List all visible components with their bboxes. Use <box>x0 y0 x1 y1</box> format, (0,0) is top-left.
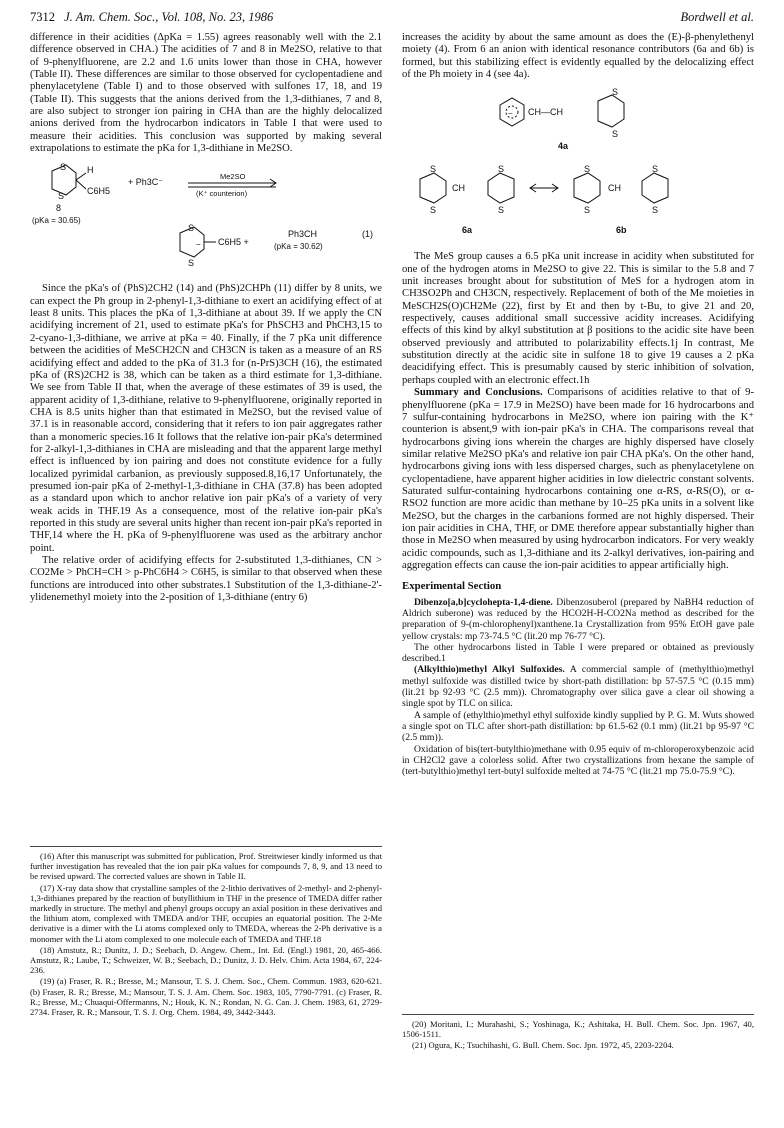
pka-compound-8: (pKa = 30.65) <box>32 216 81 226</box>
dithiane-ring-6b-right <box>642 173 668 203</box>
label-counterion: (K⁺ counterion) <box>196 189 248 199</box>
footnote-17: (17) X-ray data show that crystalline samples of the 2-lithio derivatives of 2-methyl- and 2-phenyl-1,3-dithianes prepared by the reaction of butyllithium in THF in the presence of TMEDA differ rather markedly in structure. The methyl and phenyl groups occupy an axial position in these derivatives and the lithium atom, complexed with TMEDA and/or THF, occupies an equatorial position. The 2-Me derivative is a dimer with the Li atoms complexed only to TMEDA, whereas the 2-Ph derivative is a monomer with the Li atom complexed to one molecule each of TMEDA and THF.18 <box>30 882 382 944</box>
s-4a-top: S <box>612 87 619 98</box>
dithiane-ring-6b-left <box>574 173 600 203</box>
footnote-18: (18) Amstutz, R.; Dunitz, J. D.; Seebach, D. Angew. Chem., Int. Ed. (Engl.) 1981, 20, 465-466. Amstutz, R.; Laube, T.; Schweizer, W. B.; Seebach, D.; Dunitz, J. D. Helv. Chim. Acta 1984, 67, 224-236. <box>30 944 382 976</box>
experimental-paragraph-3 <box>402 664 754 709</box>
footnote-19: (19) (a) Fraser, R. R.; Bresse, M.; Mansour, T. S. J. Chem. Soc., Chem. Commun. 1983, 620-621. (b) Fraser, R. R.; Bresse, M.; Mansour, T. S. J. Am. Chem. Soc. 1983, 105, 7790-7791. (c) Fraser, R. R.; Bresse, M.; Chuaqui-Offermanns, N.; Houk, K. N.; Rondan, N. G. Can. J. Chem. 1983, 61, 2729-2734. Fraser, R. R.; Mansour, T. S. J. Org. Chem. 1984, 49, 3442-3443. <box>30 976 382 1018</box>
label-ch-6a: CH <box>452 183 465 194</box>
label-solvent: Me2SO <box>220 172 246 182</box>
ring-s-top: S <box>60 162 67 173</box>
experimental-paragraph-4: A sample of (ethylthio)methyl ethyl sulfoxide kindly supplied by P. G. M. Wuts showed a single spot on TLC after short-path distillation: bp 61.5-62 (0.1 mm) (lit.21 bp 95-97 °C (2.5 mm)). <box>402 709 754 744</box>
s-6b-4: S <box>652 205 659 216</box>
dithiane-ring-6a-right <box>488 173 514 203</box>
label-anion-c6h5: C6H5 + <box>218 237 249 248</box>
right-footnotes <box>402 1014 754 1052</box>
s-6a-4: S <box>498 205 505 216</box>
dithiane-ring-6a-left <box>420 173 446 203</box>
summary-paragraph <box>402 387 754 572</box>
compound-number-8: 8 <box>56 203 62 214</box>
anion-ring-s-top: S <box>188 223 195 234</box>
dithiane-equilibrium-diagram <box>30 161 382 279</box>
label-h: H <box>87 165 94 176</box>
exp-3-heading: (Alkylthio)methyl Alkyl Sulfoxides. <box>414 664 565 676</box>
journal-citation: J. Am. Chem. Soc., Vol. 108, No. 23, 1986 <box>64 10 274 24</box>
label-4a: 4a <box>558 141 569 152</box>
page-number: 7312 <box>30 10 55 24</box>
experimental-text <box>402 597 754 778</box>
label-c6h5: C6H5 <box>87 186 111 197</box>
anion-resonance-diagram <box>402 87 754 245</box>
s-6b-3: S <box>652 164 659 175</box>
s-6a-2: S <box>430 205 437 216</box>
s-6b-1: S <box>584 164 591 175</box>
exp-1-text: Dibenzosuberol (prepared by NaBH4 reduction of Aldrich suberone) was reduced by the HCO2H-H-CO2Na method as described for the preparation of 9-(m-chlorophenyl)xanthene.1a Crystallization from 95% EtOH gave pale yellow crystals: mp 73-74.5 °C (lit.20 mp 76-77 °C). <box>402 596 754 642</box>
equation-number-1: (1) <box>362 229 373 240</box>
label-ch-6b: CH <box>608 183 621 194</box>
label-ph3c-anion: + Ph3C⁻ <box>128 177 164 188</box>
left-paragraph-2: Since the pKa's of (PhS)2CH2 (14) and (PhS)2CHPh (11) differ by 8 units, we can expect the Ph group in 2-phenyl-1,3-dithiane to exert an acidifying effect of at least 8 units. This places the pKa of 1,3-dithiane at about 39. If we apply the CN acidifying increment of 21, used to estimate pKa's for PhSCH3 and PhCH3,15 to 2-cyano-1,3-dithiane, we arrive at pKa = 40. Finally, if the 7 pKa unit difference between the acidities of MeSCH2CN and CH3CN is taken as a measure of an RS acidifying effect and added to the pKa of 31.3 for (n-PrS)3CH (16), the estimated pKa of (RS)2CH2 is 38, which can be taken as a third estimate for 1,3-dithiane. We see from Table II that, when the average of these estimates of 39 is used, the apparent acidity of 1,3-dithiane, relative to 9-phenylfluorene, originally reported in CHA is 8.5 units higher than that estimated in Me2SO, but the revised value of 37.1 is in reasonable accord, considering that it refers to ion pair aggregates rather than a monomeric species.16 It follows that the relative ion-pair pKa's determined for 2-alkyl-1,3-dithianes in CHA are misleading and that the apparent large methyl effect is influenced by ion pairing and does not constitute evidence for a fully localized pyrimidal carbanion, as previously supposed.8,16,17 Unfortunately, the presumed ion-pair pKa of 2-methyl-1,3-dithiane in CHA (37.8) has been adopted as a standard upon which to anchor relative ion pair pKa's of a variety of very weak acids in THF.19 As a consequence, most of the relative ion-pair pKa's reported in this study are several units higher than recent ion-pair pKa's reported in THF,14 where the H. pKa of 9-phenylfluorene was used as the arbitrary anchor point. <box>30 283 382 554</box>
reaction-scheme-1 <box>30 161 382 279</box>
footnote-16: (16) After this manuscript was submitted for publication, Prof. Streitwieser kindly informed us that further investigation has revealed that the ion pair pKa values for compounds 7, 8, 9, and 13 need to be revised upward. The corrected values are shown in Table II. <box>30 851 382 882</box>
label-ph3ch: Ph3CH <box>288 229 318 240</box>
experimental-paragraph-2: The other hydrocarbons listed in Table I were prepared or obtained as previously described.1 <box>402 641 754 665</box>
experimental-paragraph-1 <box>402 597 754 642</box>
bond-h <box>76 173 86 180</box>
s-6b-2: S <box>584 205 591 216</box>
phenyl-charge: − <box>508 109 513 119</box>
left-paragraph-3: The relative order of acidifying effects for 2-substituted 1,3-dithianes, CN > CO2Me > PhCH=CH > p-PhC6H4 > C6H5, is similar to that observed when these functions are introduced into other substrates.1 Substitution of the 1,3-dithiane-2'-ylidenemethyl moiety into the 2-position of 1,3-dithiane (entry 6) <box>30 555 382 604</box>
right-column <box>402 32 754 777</box>
dithiane-ring-4a <box>598 95 624 127</box>
s-6a-1: S <box>430 164 437 175</box>
left-footnotes <box>30 846 382 1018</box>
left-paragraph-1: difference in their acidities (ΔpKa = 1.55) agrees reasonably well with the 2.1 difference observed in CHA.) The acidities of 7 and 8 in Me2SO, relative to that of 9-phenylfluorene, are 2.2 and 1.6 units lower than those in CHA, however (Table II). These differences are similar to those observed for cyclopentadiene and phenylacetylene (Table I) and to those observed with sulfones 17, 18, and 19 (Table II). This suggests that the anions derived from the 1,3-dithianes, 7 and 8, are also subject to stronger ion pairing in CHA than are the highly delocalized anions derived from the hydrocarbon indicators in Table I that were used to measure their acidities. This conclusion was supported by making several extrapolations to estimate the pKa for 1,3-dithiane in Me2SO. <box>30 32 382 155</box>
footnote-20: (20) Moritani, I.; Murahashi, S.; Yoshinaga, K.; Ashitaka, H. Bull. Chem. Soc. Jpn. 1967, 40, 1506-1511. <box>402 1019 754 1040</box>
label-ch-ch-4a: CH—CH <box>528 107 563 118</box>
label-6b: 6b <box>616 225 627 236</box>
s-4a-bottom: S <box>612 129 619 140</box>
summary-heading: Summary and Conclusions. <box>414 387 543 399</box>
experimental-paragraph-5: Oxidation of bis(tert-butylthio)methane with 0.95 equiv of m-chloroperoxybenzoic acid in CH2Cl2 gave a colorless solid. After two crystallizations from hexane the sample of (tert-butylthio)methyl tert-butyl sulfoxide melted at 74-75 °C (lit.21 mp 75.0-75.9 °C). <box>402 743 754 778</box>
running-authors: Bordwell et al. <box>680 10 754 24</box>
right-paragraph-2: The MeS group causes a 6.5 pKa unit increase in acidity when substituted for one of the hydrogen atoms in Me2SO to give 22. This is similar to the 5.8 and 7 unit increases brought about for substitution of MeS for a hydrogen atom in CH3SO2Ph and CH3CN, respectively. Replacement of both of the Me moieties in MeSCH2S(O)CH2Me (22), first by Et and then by t-Bu, to give 21 and 20, respectively, causes additional small successive acidity increases. Acidifying effects of this kind by alkyl substitution at β positions to the acidic site have been observed previously and attributed to polarizability effects.1j In contrast, Me substitution directly at the acidic site in sulfone 18 to give 19 causes a 2 pKa deacidifying effect. This is presumably caused by steric inhibition of solvation, perhaps coupled with an electronic effect.1h <box>402 251 754 386</box>
footnote-21: (21) Ogura, K.; Tsuchihashi, G. Bull. Chem. Soc. Jpn. 1972, 45, 2203-2204. <box>412 1040 674 1051</box>
bond-c6h5 <box>76 180 86 189</box>
anion-charge: − <box>196 240 201 250</box>
summary-text: Comparisons of acidities relative to that of 9-phenylfluorene (pKa = 17.9 in Me2SO) have been made for 16 hydrocarbons and 7 sulfur-containing hydrocarbons in Me2SO, where ion pairing with the K⁺ counterion is absent,9 with ion-pair pKa's in CHA. The comparisons reveal that hydrocarbons giving ions wherein the charges are highly dispersed have closely similar relative Me2SO pKa's and relative ion pair CHA pKa's. On the other hand, hydrocarbons giving ions with less dispersed charges, such as phenylacetylene on cyclopentadiene, have apparent higher acidities in low dielectric constant solvents. Saturated sulfur-containing hydrocarbons containing one α-RS, α-RS(O), or α-RSO2 function are more acidic than methane by 10–25 pKa units in a solvent like Me2SO, but the charges in the carbanions formed are not highly dispersed. Their ion pair acidities in CHA, THF, or DME therefore appear substantially higher than those in Me2SO when measured by using hydrocarbon indicators. For very weakly acidic compounds, such as 1,3-dithiane and its 2-alkyl derivatives, ion-pairing and aggregation effects can cause the ion-pair acidities to appear artificially high. <box>402 387 754 571</box>
s-6a-3: S <box>498 164 505 175</box>
exp-3-text: A commercial sample of (methylthio)methyl methyl sulfoxide was distilled twice by short-path distillation: bp 57-57.5 °C (0.15 mm) (lit.21 bp 92-93 °C (2.5 mm)). Chromatography over silica gave a clear oil showing a single spot by TLC on silica. <box>402 664 754 710</box>
anion-ring-s-bottom: S <box>188 258 195 269</box>
experimental-section-heading: Experimental Section <box>402 580 502 593</box>
page-header <box>30 10 754 25</box>
label-6a: 6a <box>462 225 473 236</box>
ring-s-bottom: S <box>58 191 65 202</box>
left-column <box>30 32 382 604</box>
right-paragraph-1: increases the acidity by about the same amount as does the (E)-β-phenylethenyl moiety (4). From 6 an anion with identical resonance contributors (6a and 6b) is formed, but this stabilizing effect is evidently equalled by the delocalizing effect of the Ph moiety in 4 (see 4a). <box>402 32 754 81</box>
pka-ph3ch: (pKa = 30.62) <box>274 242 323 252</box>
resonance-scheme <box>402 87 754 245</box>
exp-1-heading: Dibenzo[a,b]cyclohepta-1,4-diene. <box>414 596 553 608</box>
